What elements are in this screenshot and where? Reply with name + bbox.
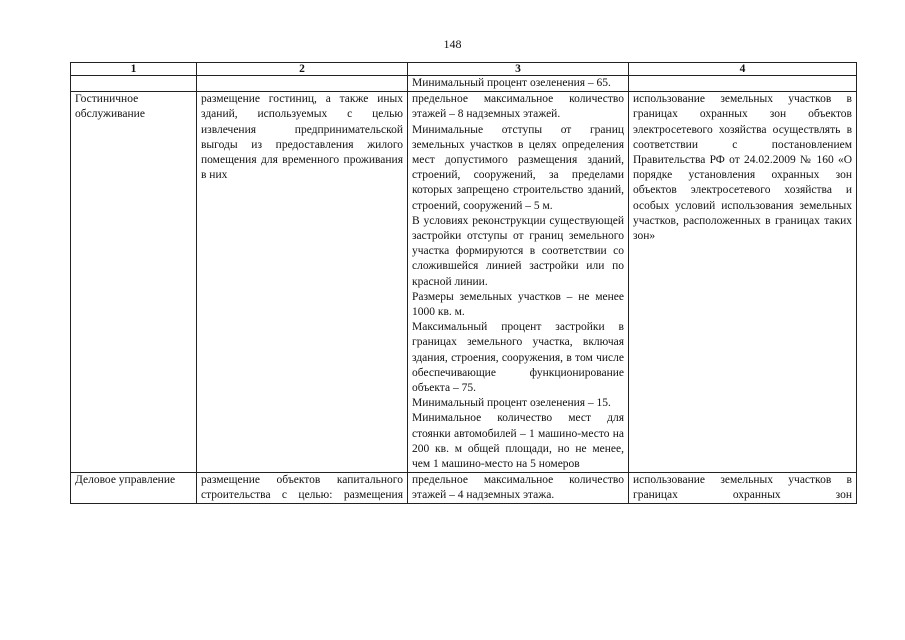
parameter-paragraph: Максимальный процент застройки в границах земельного участка, включая здания, строения, сооружения, в том числе обеспечивающие функционирование объекта – 75.: [412, 321, 624, 395]
land-use-description: размещение объектов капитального строительства с целью: размещения: [201, 474, 403, 502]
parameter-paragraph: В условиях реконструкции существующей застройки отступы от границ земельного участка формируются в соответствии со сложившейся линией застройки или по красной линии.: [412, 214, 624, 288]
land-use-description-cell: [197, 76, 408, 92]
land-use-name-cell: [71, 473, 197, 504]
parameter-paragraph: Минимальное количество мест для стоянки автомобилей – 1 машино-место на 200 кв. м общей площади, но не менее, чем 1 машино-место на 5 номеров: [412, 412, 624, 471]
parameter-paragraph: Минимальный процент озеленения – 15.: [412, 397, 611, 410]
parameter-paragraph: Минимальные отступы от границ земельных участков в целях определения мест допустимого размещения зданий, строений, сооружений, за пределами которых запрещено строительство зданий, строений, сооружений – 5 м.: [412, 123, 624, 212]
parameter-paragraph: предельное максимальное количество этажей – 8 надземных этажей.: [412, 93, 624, 121]
land-use-description-cell: [197, 92, 408, 473]
land-use-name: Деловое управление: [75, 474, 176, 487]
regulations-table: [70, 62, 857, 504]
parameter-paragraph: предельное максимальное количество этажей – 4 надземных этажа.: [412, 474, 624, 502]
parameter-paragraph: Минимальный процент озеленения – 65.: [412, 77, 611, 89]
restrictions-cell: [629, 76, 857, 92]
land-use-name-cell: [71, 76, 197, 92]
parameters-cell: [408, 473, 629, 504]
restrictions-text: использование земельных участков в границах охранных зон объектов электросетевого хозяйства осуществлять в соответствии с постановлением Правительства РФ от 24.02.2009 № 160 «О порядке установления охранных зон объектов электросетевого хозяйства и особых условий использования земельных участков, расположенных в границах таких зон»: [633, 93, 852, 243]
page-number: 148: [443, 37, 462, 51]
header-col-3: 3: [408, 63, 629, 76]
restrictions-cell: [629, 92, 857, 473]
header-col-1: 1: [71, 63, 197, 76]
parameter-paragraph: Размеры земельных участков – не менее 1000 кв. м.: [412, 290, 624, 319]
header-col-2: 2: [197, 63, 408, 76]
restrictions-cell: [629, 473, 857, 504]
land-use-name: Гостиничное обслуживание: [75, 93, 145, 121]
land-use-name-cell: [71, 92, 197, 473]
parameters-cell: [408, 92, 629, 473]
table-row: [71, 473, 857, 504]
restrictions-text: использование земельных участков в границах охранных зон: [633, 474, 852, 502]
table-row: [71, 76, 857, 92]
header-col-4: 4: [629, 63, 857, 76]
land-use-description: размещение гостиниц, а также иных зданий, используемых с целью извлечения предпринимательской выгоды из предоставления жилого помещения для временного проживания в них: [201, 93, 403, 182]
table-header-row: [71, 63, 857, 76]
land-use-description-cell: [197, 473, 408, 504]
table-row: [71, 92, 857, 473]
parameters-cell: [408, 76, 629, 92]
